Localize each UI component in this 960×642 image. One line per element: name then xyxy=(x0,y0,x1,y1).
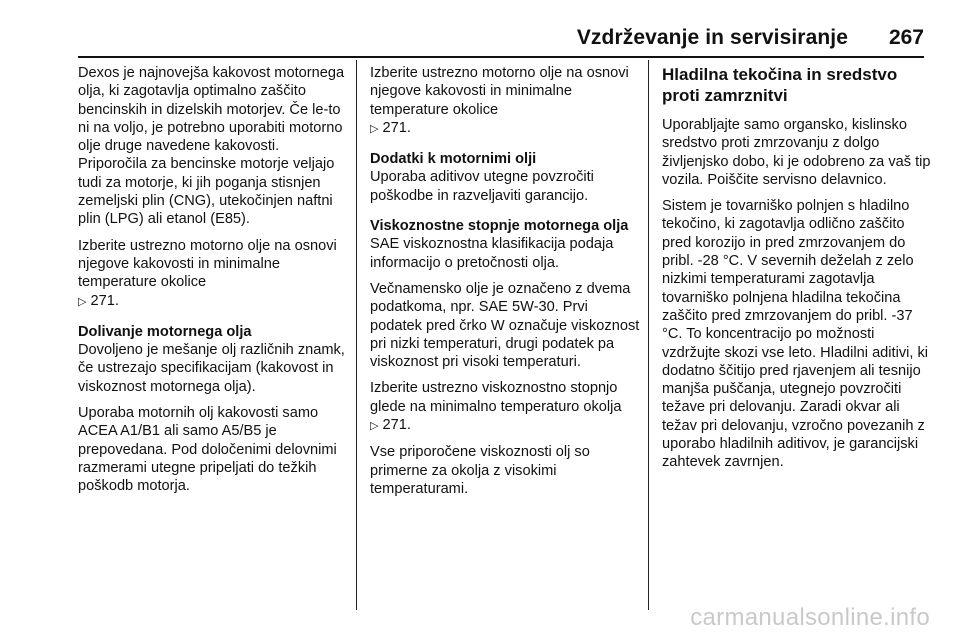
column-1 xyxy=(78,64,350,504)
paragraph: Izberite ustrezno viskoznostno stopnjo glede na minimalno temperaturo okolja ▷ 271. xyxy=(370,380,622,434)
page-header xyxy=(0,0,960,56)
paragraph: SAE viskoznostna klasifikacija podaja informacijo o pretočnosti olja. xyxy=(370,236,614,271)
subheading: Dodatki k motornimi olji xyxy=(370,151,537,168)
paragraph: Večnamensko olje je označeno z dvema podatkoma, npr. SAE 5W-30. Prvi podatek pred črko W označuje viskoznost pri nizki temperaturi, drugi podatek pa viskoznost pri visoki temperaturi. xyxy=(370,280,640,371)
paragraph: Dexos je najnovejša kakovost motornega olja, ki zagotavlja optimalno zaščito bencinskih in dizelskih motorjev. Če le-to ni na voljo, je potrebno uporabiti motorno olje druge navedene kakovosti. Priporočila za bencinske motorje veljajo tudi za motorje, ki jih poganja stisnjen zemeljski plin (CNG), utekočinjen naftni plin (LPG) ali etanol (E85). xyxy=(78,65,345,228)
watermark: carmanualsonline.info xyxy=(690,604,930,631)
subheading: Dolivanje motornega olja xyxy=(78,323,252,340)
paragraph: Dovoljeno je mešanje olj različnih znamk, če ustrezajo specifikacijam (kakovost in viskoznost motornega olja). xyxy=(78,342,345,395)
paragraph: Uporaba aditivov utegne povzročiti poškodbe in razveljaviti garancijo. xyxy=(370,169,594,204)
paragraph: Vse priporočene viskoznosti olj so primerne za okolja z visokimi temperaturami. xyxy=(370,444,590,497)
paragraph: Uporaba motornih olj kakovosti samo ACEA A1/B1 ali samo A5/B5 je prepovedana. Pod določenimi delovnimi razmerami utegne pripeljati do težkih poškodb motorja. xyxy=(78,405,337,495)
section-heading: Hladilna tekočina in sredstvo proti zamrznitvi xyxy=(662,65,898,105)
paragraph: Uporabljajte samo organsko, kislinsko sredstvo proti zmrzovanju z dolgo življenjsko dobo, ki je odobreno za vaš tip vozila. Poiščite servisno delavnico. xyxy=(662,117,931,188)
section-title: Vzdrževanje in servisiranje xyxy=(576,26,848,49)
column-divider-2 xyxy=(648,60,649,610)
reference-arrow-icon: ▷ xyxy=(370,122,379,135)
page-reference[interactable]: ▷ 271. xyxy=(78,292,119,309)
column-3 xyxy=(662,64,932,480)
paragraph: Sistem je tovarniško polnjen s hladilno tekočino, ki zagotavlja odlično zaščito pred korozijo in pred zmrzovanjem do pribl. -28 °C. V severnih deželah z zelo nizkimi temperaturami zagotavlja tovarniško polnjena hladilna tekočina zaščito pred zmrzovanjem do pribl. -37 °C. To koncentracijo po možnosti vzdržujte skozi vse leto. Hladilni aditivi, ki dodatno ščitijo pred rjavenjem ali tesnijo manjša puščanja, utegnejo povzročiti težave pri delovanju. Zaradi okvar ali težav pri delovanju, vzročno povezanih z uporabo hladilnih aditivov, je garancijski zahtevek zavrnjen. xyxy=(662,198,929,471)
paragraph: Izberite ustrezno motorno olje na osnovi njegove kakovosti in minimalne temperature okolice ▷ 271. xyxy=(78,237,337,309)
column-divider-1 xyxy=(356,60,357,610)
reference-arrow-icon: ▷ xyxy=(78,295,87,308)
page-number: 267 xyxy=(888,26,924,49)
reference-arrow-icon: ▷ xyxy=(370,420,379,433)
paragraph: Izberite ustrezno motorno olje na osnovi njegove kakovosti in minimalne temperature okolice ▷ 271. xyxy=(370,65,629,136)
page-reference[interactable]: ▷ 271. xyxy=(370,119,411,136)
column-2 xyxy=(370,64,642,506)
subheading: Viskoznostne stopnje motornega olja xyxy=(370,218,629,235)
header-rule xyxy=(78,56,924,58)
page-reference[interactable]: ▷ 271. xyxy=(370,417,411,434)
